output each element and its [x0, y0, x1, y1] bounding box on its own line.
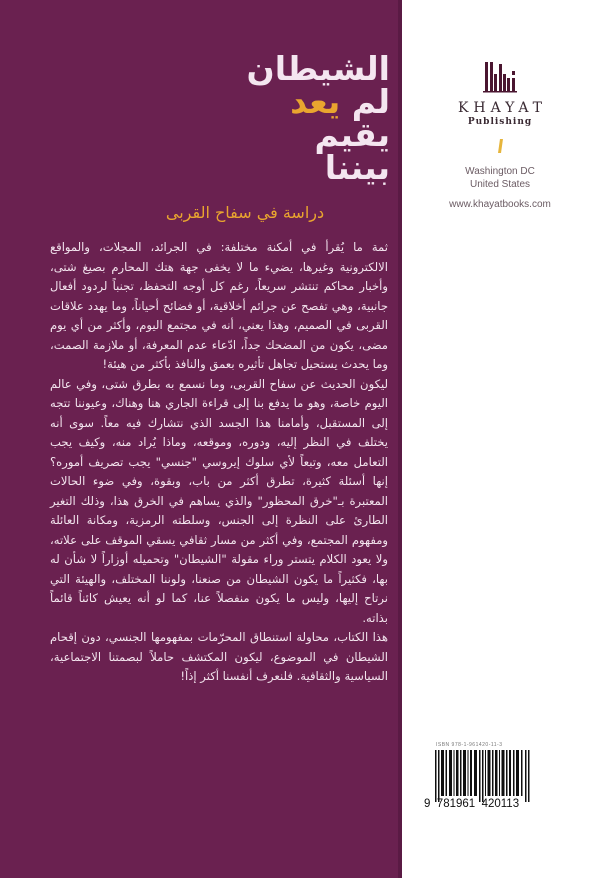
barcode-bars-icon [434, 750, 534, 802]
location-country: United States [469, 179, 531, 190]
blurb-paragraph-1: ثمة ما يُقرأ في أمكنة مختلفة: في الجرائد، المجلات، والمواقع الالكترونية وغيرها، يضيء ما لا يخفى جهة هتك المحارم بصيغ شتى، وأخبار محاكم تنتشر سريعاً، رغم كل أوجه التحفظ، تجنباً لردود أفعال جانبية، وهي تفصح عن جرائم أخلاقية، أو فضائح أحياناً، وما يهدد علاقات القربى في الصميم، وهذا يعني، أنه في مجتمع اليوم، وأكثر من أي يوم مضى، يكون من المضحك جداً، ادّعاء عدم المعرفة، أو ملازمة الصمت، وما يحدث يستحيل تجاهل تأثيره بعمق والنافذ بأكثر من هيئة! [50, 240, 388, 371]
title-accent-word: يعد [290, 82, 341, 121]
publisher-block [400, 60, 600, 210]
arabic-numeral-mark-icon [498, 139, 503, 153]
isbn-digits [424, 798, 544, 810]
book-title [110, 49, 390, 187]
isbn-group-1: 781961 [436, 798, 476, 810]
publisher-location [400, 165, 600, 191]
book-subtitle: دراسة في سفاح القربى [165, 203, 325, 222]
publisher-website: www.khayatbooks.com [449, 199, 551, 210]
publisher-name: KHAYAT [457, 100, 548, 116]
isbn-group-2: 420113 [481, 798, 520, 810]
blurb-paragraph-2: ليكون الحديث عن سفاح القربى، وما نسمع به بطرق شتى، وفي عالم اليوم خاصة، وهو ما يدفع بنا إلى قراءة الجاري هنا وهناك، وعيوننا تتجه إلى المستقبل، وأمامنا هذا الجسد الذي نتشارك فيه معاً. سوى أنه يختلف في النظر إليه، ودوره، وموقعه، وماذا يُراد منه، وكيف يجب التعامل معه، وتبعاً لأي سلوك إيروسي "جنسي" يجب تصريف أموره؟ إنها أسئلة كثيرة، تطرق أكثر من باب، وبقوة، وفي ضوء الحالات المعتبرة بـ"خرق المحظور" والذي يساهم في الخرق هذا، وذلك التغير الطارئ على النظرة إلى الجنس، وسلطته الرمزية، ومكانة العائلة ومفهوم المجتمع، وفي أكثر من مسار ثقافي يسقي الموقف على علاته، ولا يعود الكلام يتستر وراء مقولة "الشيطان" وتحميله أوزاراً لا شأن له بها، فكثيراً ما يكون الشيطان من صنعنا، ولوننا المختلف، والهيئة التي نرتاح إليها، وليس ما يكون منفصلاً عنا، كما لو أنه يعيش كائناً قائماً بذاته. [50, 376, 388, 625]
isbn-first-digit: 9 [424, 798, 431, 810]
title-line-2 [110, 82, 390, 121]
khayat-logo-icon [482, 60, 518, 94]
blurb-paragraph-3: هذا الكتاب، محاولة استنطاق المحرّمات بمفهومها الجنسي، دون إقحام الشيطان في الموضوع، ليكون المكتشف حاملاً لبصمتنا الاجتماعية، السياسية والثقافية. فلنعرف أنفسنا أكثر إذاً! [50, 630, 388, 683]
location-city: Washington DC [465, 166, 535, 177]
publisher-tagline: Publishing [467, 117, 533, 127]
title-line-1: الشيطان [246, 49, 390, 88]
isbn-barcode [424, 742, 536, 822]
title-word-lam: لم [340, 82, 390, 121]
isbn-small-text: ISBN 978-1-961420-11-3 [436, 742, 503, 748]
title-line-4: بيننا [324, 148, 390, 187]
blurb-text [50, 238, 388, 687]
title-line-3: يقيم [314, 115, 390, 154]
